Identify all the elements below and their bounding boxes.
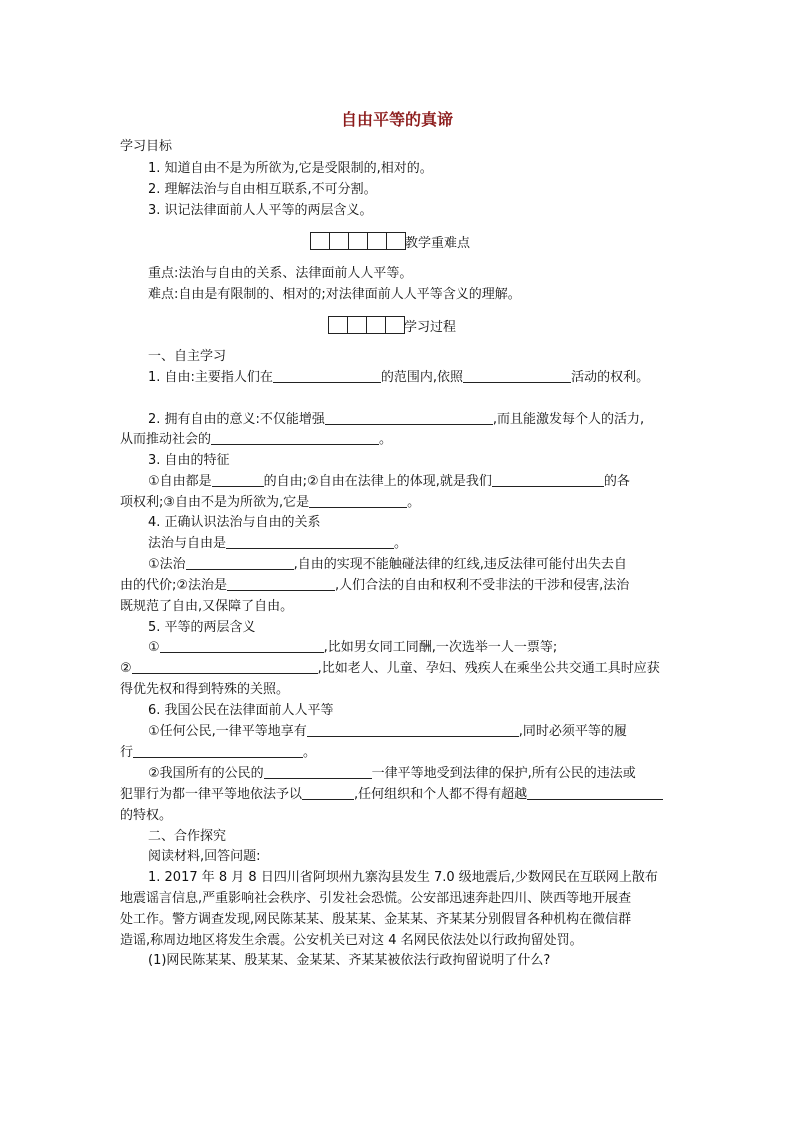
q4-text-d: ,自由的实现不能触碰法律的红线,违反法律可能付出失去自 (293, 557, 627, 572)
q2-text-c: 从而推动社会的 (120, 432, 212, 447)
goal-item-1: 1. 知道自由不是为所欲为,它是受限制的,相对的。 (148, 161, 433, 176)
q5-blank-1[interactable] (160, 638, 324, 653)
q2-text-d: 。 (379, 432, 393, 447)
q3-text-e: 。 (407, 495, 421, 510)
q5-line-2 (120, 659, 660, 679)
q6-line-2 (120, 743, 316, 763)
q6-blank-2[interactable] (133, 743, 303, 758)
question-1: (1)网民陈某某、殷某某、金某某、齐某某被依法行政拘留说明了什么? (148, 953, 551, 968)
q4-blank-2[interactable] (186, 555, 294, 570)
q3-blank-2[interactable] (492, 472, 604, 487)
heading-boxes (310, 232, 405, 257)
q3-line-2 (120, 493, 420, 513)
q3-blank-1[interactable] (212, 472, 264, 487)
q6-line-5: 的特权。 (120, 808, 173, 823)
q6-blank-1[interactable] (307, 722, 519, 737)
q6-text-c: 行 (120, 745, 134, 760)
q6-line-4 (120, 785, 663, 805)
q5-line-3: 得优先权和得到特殊的关照。 (120, 682, 290, 697)
key-point: 重点:法治与自由的关系、法律面前人人平等。 (148, 266, 413, 281)
q2-text-b: ,而且能激发每个人的活力, (492, 412, 645, 427)
q3-text-b: 的自由;②自由在法律上的体现,就是我们 (263, 474, 492, 489)
material-line-4: 造谣,称周边地区将发生余震。公安机关已对这 4 名网民依法处以行政拘留处罚。 (120, 933, 583, 948)
q6-blank-5[interactable] (527, 785, 663, 800)
q4-text-c: ①法治 (148, 557, 186, 572)
reading-intro: 阅读材料,回答问题: (148, 849, 261, 864)
goal-item-3: 3. 识记法律面前人人平等的两层含义。 (148, 203, 373, 218)
goal-item-2: 2. 理解法治与自由相互联系,不可分割。 (148, 182, 377, 197)
q3-line-1 (148, 472, 630, 492)
q4-line-1 (148, 534, 407, 554)
q4-line-2 (148, 555, 627, 575)
q6-text-b: ,同时必须平等的履 (518, 724, 627, 739)
q6-header: 6. 我国公民在法律面前人人平等 (148, 703, 334, 718)
difficulty-point: 难点:自由是有限制的、相对的;对法律面前人人平等含义的理解。 (148, 287, 521, 302)
q6-text-e: ②我国所有的公民的 (148, 766, 264, 781)
q1-blank-2[interactable] (463, 368, 571, 383)
q5-text-c: ② (120, 661, 132, 676)
q2-text-a: 2. 拥有自由的意义:不仅能增强 (148, 412, 325, 427)
q1-text-b: 的范围内,依照 (380, 370, 464, 385)
goals-header: 学习目标 (120, 139, 173, 154)
q4-line-3 (120, 576, 629, 596)
q6-text-d: 。 (303, 745, 317, 760)
material-line-3: 处工作。警方调查发现,网民陈某某、殷某某、金某某、齐某某分别假冒各种机构在微信群 (120, 912, 632, 927)
q3-text-d: 项权利;③自由不是为所欲为,它是 (120, 495, 310, 510)
q3-text-a: ①自由都是 (148, 474, 212, 489)
q6-blank-4[interactable] (302, 785, 354, 800)
q6-line-3 (148, 764, 636, 784)
q6-text-f: 一律平等地受到法律的保护,所有公民的违法或 (371, 766, 636, 781)
q6-line-1 (148, 722, 627, 742)
q4-header: 4. 正确认识法治与自由的关系 (148, 515, 321, 530)
q5-blank-2[interactable] (132, 659, 318, 674)
q5-text-a: ① (148, 640, 160, 655)
q6-text-a: ①任何公民,一律平等地享有 (148, 724, 307, 739)
q2-blank-2[interactable] (211, 430, 379, 445)
q5-line-1 (148, 638, 557, 658)
q6-blank-3[interactable] (264, 764, 372, 779)
q4-text-b: 。 (394, 536, 408, 551)
section2-header: 二、合作探究 (148, 829, 227, 844)
q4-text-e: 由的代价;②法治是 (120, 578, 228, 593)
q4-line-4: 既规范了自由,又保障了自由。 (120, 599, 294, 614)
q3-blank-3[interactable] (309, 493, 407, 508)
q5-text-b: ,比如男女同工同酬,一次选举一人一票等; (323, 640, 558, 655)
q6-text-g: 犯罪行为都一律平等地依法予以 (120, 787, 303, 802)
q4-blank-1[interactable] (226, 534, 394, 549)
q1-text-a: 1. 自由:主要指人们在 (148, 370, 273, 385)
material-line-1: 1. 2017 年 8 月 8 日四川省阿坝州九寨沟县发生 7.0 级地震后,少数网民在互联网上散布 (148, 870, 658, 885)
section1-header: 一、自主学习 (148, 349, 227, 364)
page-title: 自由平等的真谛 (340, 110, 453, 129)
q4-text-a: 法治与自由是 (148, 536, 227, 551)
q1-line (148, 368, 649, 388)
process-heading (328, 316, 456, 341)
process-header: 学习过程 (404, 320, 457, 335)
material-line-2: 地震谣言信息,严重影响社会秩序、引发社会恐慌。公安部迅速奔赴四川、陕西等地开展查 (120, 891, 632, 906)
q6-text-h: ,任何组织和个人都不得有超越 (354, 787, 528, 802)
q1-blank-1[interactable] (273, 368, 381, 383)
q3-header: 3. 自由的特征 (148, 453, 230, 468)
q4-blank-3[interactable] (227, 576, 335, 591)
focus-heading (310, 232, 470, 257)
q5-header: 5. 平等的两层含义 (148, 620, 256, 635)
q4-text-f: ,人们合法的自由和权利不受非法的干涉和侵害,法治 (335, 578, 630, 593)
q3-text-c: 的各 (603, 474, 630, 489)
heading-boxes (328, 316, 404, 341)
q2-line-1 (148, 410, 644, 430)
q5-text-d: ,比如老人、儿童、孕妇、残疾人在乘坐公共交通工具时应获 (317, 661, 660, 676)
q2-line-2 (120, 430, 392, 450)
q1-text-c: 活动的权利。 (571, 370, 650, 385)
focus-header: 教学重难点 (405, 236, 471, 251)
q2-blank-1[interactable] (325, 410, 493, 425)
